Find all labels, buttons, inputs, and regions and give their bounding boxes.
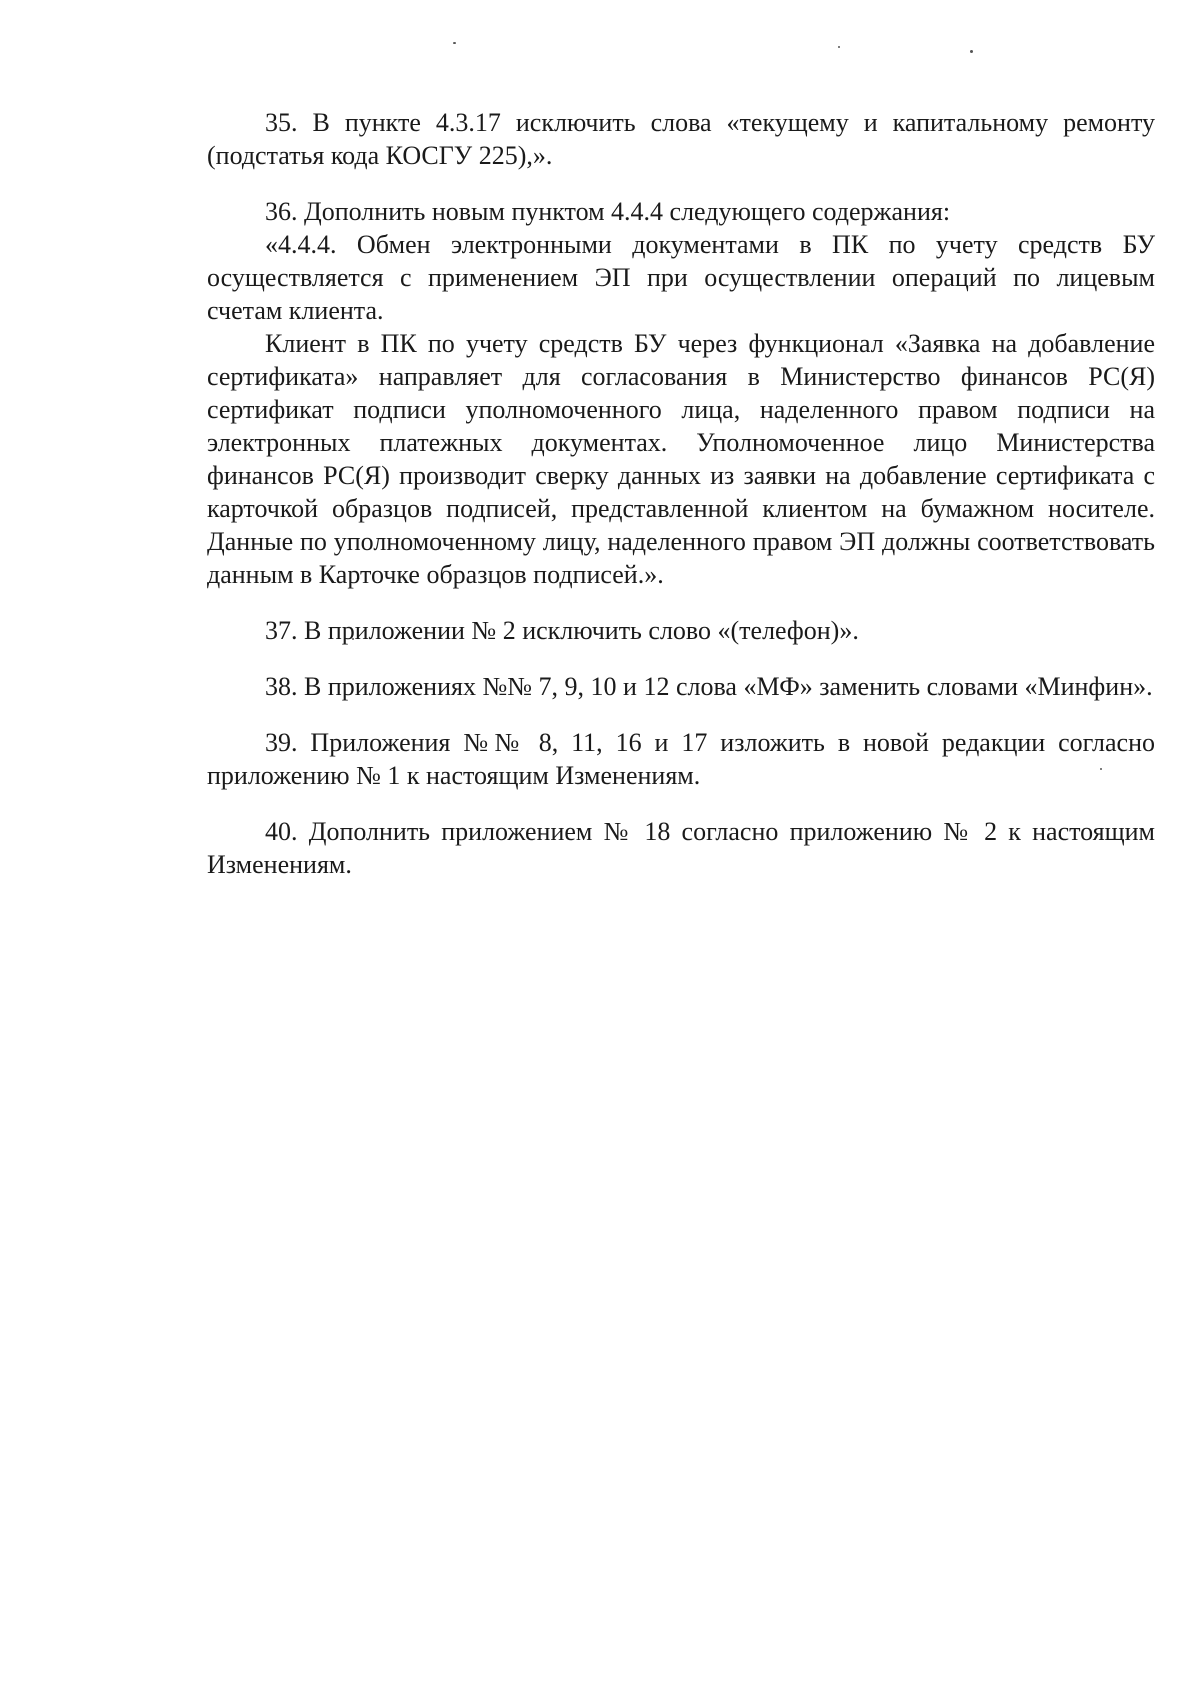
item-40-text: 40. Дополнить приложением № 18 согласно приложению № 2 к настоящим Изменениям.	[207, 817, 1155, 879]
item-37-text: 37. В приложении № 2 исключить слово «(телефон)».	[265, 616, 859, 645]
item-39	[207, 726, 1155, 792]
item-37	[207, 614, 1155, 647]
document-body	[207, 106, 1155, 904]
scan-speck	[970, 50, 973, 53]
item-40	[207, 815, 1155, 881]
item-39-text: 39. Приложения №№ 8, 11, 16 и 17 изложить в новой редакции согласно приложению № 1 к настоящим Изменениям.	[207, 728, 1155, 790]
item-36-clause-body: Клиент в ПК по учету средств БУ через функционал «Заявка на добавление сертификата» направляет для согласования в Министерство финансов РС(Я) сертификат подписи уполномоченного лица, наделенного правом подписи на электронных платежных документах. Уполномоченное лицо Министерства финансов РС(Я) производит сверку данных из заявки на добавление сертификата с карточкой образцов подписей, представленной клиентом на бумажном носителе. Данные по уполномоченному лицу, наделенного правом ЭП должны соответствовать данным в Карточке образцов подписей.».	[207, 329, 1155, 589]
item-36-clause-4-4-4: «4.4.4. Обмен электронными документами в ПК по учету средств БУ осуществляется с применением ЭП при осуществлении операций по лицевым счетам клиента.	[207, 230, 1155, 325]
scan-speck	[453, 42, 456, 44]
item-38	[207, 670, 1155, 703]
scan-speck	[838, 46, 840, 48]
item-38-text: 38. В приложениях №№ 7, 9, 10 и 12 слова «МФ» заменить словами «Минфин».	[265, 672, 1153, 701]
item-36-heading: 36. Дополнить новым пунктом 4.4.4 следующего содержания:	[265, 197, 951, 226]
item-35	[207, 106, 1155, 172]
item-35-text: 35. В пункте 4.3.17 исключить слова «текущему и капитальному ремонту (подстатья кода КОСГУ 225),».	[207, 108, 1155, 170]
item-36	[207, 195, 1155, 591]
